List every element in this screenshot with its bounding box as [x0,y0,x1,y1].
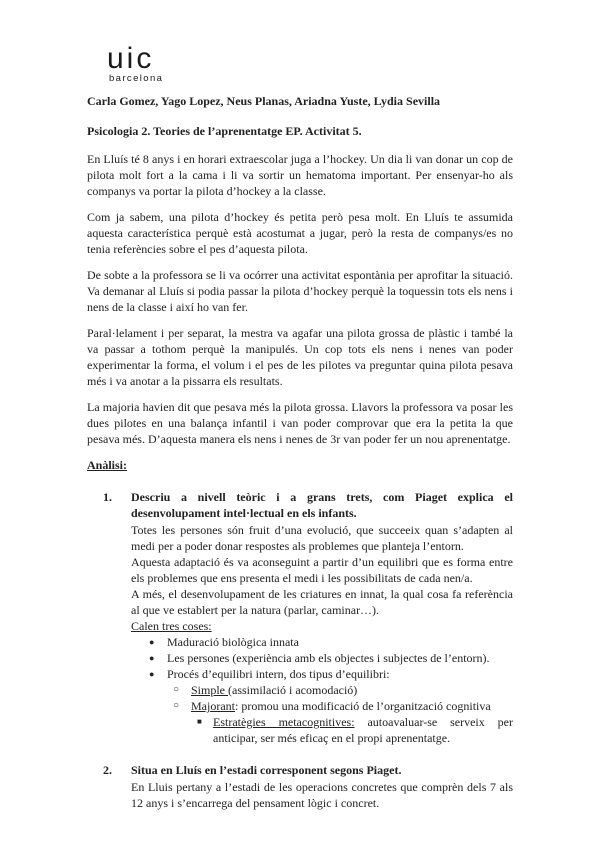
paragraph: La majoria havien dit que pesava més la pilota grossa. Llavors la professora va posar les dues pilotes en una balança infantil i van poder comprovar que era la petita la que pesava més. D’aquesta manera els nens i nenes de 3r van poder fer un nou aprenentatge. [87,400,513,446]
paragraph: Com ja sabem, una pilota d’hockey és petita però pesa molt. En Lluís te assumida aquesta característica perquè està acostumat a jugar, però la resta de companys/es no tenia referències sobre el pes d’aquesta pilota. [87,210,513,256]
uic-logo [107,44,187,84]
sub-bullet-desc: : promou una modificació de l’organització cognitiva [235,699,491,713]
logo-city: barcelona [109,73,164,84]
answer-line: Aquesta adaptació és va aconseguint a partir d’un equilibri que es forma entre els problemes que ens presenta el medi i les possibilitats de cada nen/a. [131,555,513,585]
sub-bullet-item [173,682,513,698]
sub-bullet-list [173,682,513,746]
sub-bullet-item [173,698,513,746]
logo-mark: uic [107,42,155,75]
authors-line: Carla Gomez, Yago Lopez, Neus Planas, Ariadna Yuste, Lydia Sevilla [87,94,441,108]
bullet-text: Procés d’equilibri intern, dos tipus d’equilibri: [167,667,390,681]
sub-bullet-term: Simple [191,683,229,697]
question-number: 2. [103,763,112,777]
bullet-list [149,634,513,746]
paragraph: En Lluís té 8 anys i en horari extraescolar juga a l’hockey. Un dia li van donar un cop de pilota molt fort a la cama i li va sortir un hematoma important. Per ensenyar-ho als companys va portar la pilota d’hockey a la classe. [87,152,513,198]
paragraph: De sobte a la professora se li va ocórrer una activitat espontània per aprofitar la situació. Va demanar al Lluís si podia passar la pilota d’hockey perquè la toquessin tots els nens i nens de la classe i així ho van fer. [87,268,513,314]
answer-line: A més, el desenvolupament de les criatures en innat, la qual cosa fa referència al que ve establert per la natura (parlar, caminar…). [131,587,513,617]
answer-line: En Lluis pertany a l’estadi de les operacions concretes que comprèn dels 7 als 12 anys i s’encarrega del pensament lògic i concret. [131,780,513,810]
question-number: 1. [103,490,112,504]
document-body [87,93,513,811]
question-item [87,489,513,746]
sub-sub-bullet-desc: autoavaluar-se serveix per anticipar, ser més eficaç en el propi aprenentatge. [213,715,513,745]
analysis-heading: Anàlisi: [87,458,128,472]
answer-block [131,522,513,746]
question-list [87,489,513,811]
sub-bullet-term: Majorant [191,699,235,713]
sub-sub-bullet-item [197,714,513,746]
assignment-title: Psicologia 2. Teories de l’aprenentatge EP. Activitat 5. [87,124,362,138]
answer-line: Totes les persones són fruit d’una evolució, que succeeix quan s’adapten al medi per a poder donar respostes als problemes que planteja l’entorn. [131,523,513,553]
question-item [87,762,513,811]
list-heading: Calen tres coses: [131,619,212,633]
answer-block [131,779,513,811]
paragraph: Paral·lelament i per separat, la mestra va agafar una pilota grossa de plàstic i també la va passar a tothom perquè la manipulés. Un cop tots els nens i nenes van poder experimentar la forma, el volum i el pes de les pilotes va preguntar quina pilota pesava més i va anotar a la pissarra els resultats. [87,326,513,388]
sub-sub-bullet-list [197,714,513,746]
question-text: Situa en Lluís en l’estadi corresponent segons Piaget. [131,763,402,777]
sub-bullet-desc: (assimilació i acomodació) [228,683,358,697]
bullet-item: ● Les persones (experiència amb els objectes i subjectes de l’entorn). [149,650,513,666]
question-text: Descriu a nivell teòric i a grans trets, com Piaget explica el desenvolupament intel·lectual en els infants. [131,490,513,520]
bullet-item [149,666,513,746]
bullet-item: ● Maduració biològica innata [149,634,513,650]
sub-sub-bullet-term: Estratègies metacognitives: [213,715,355,729]
